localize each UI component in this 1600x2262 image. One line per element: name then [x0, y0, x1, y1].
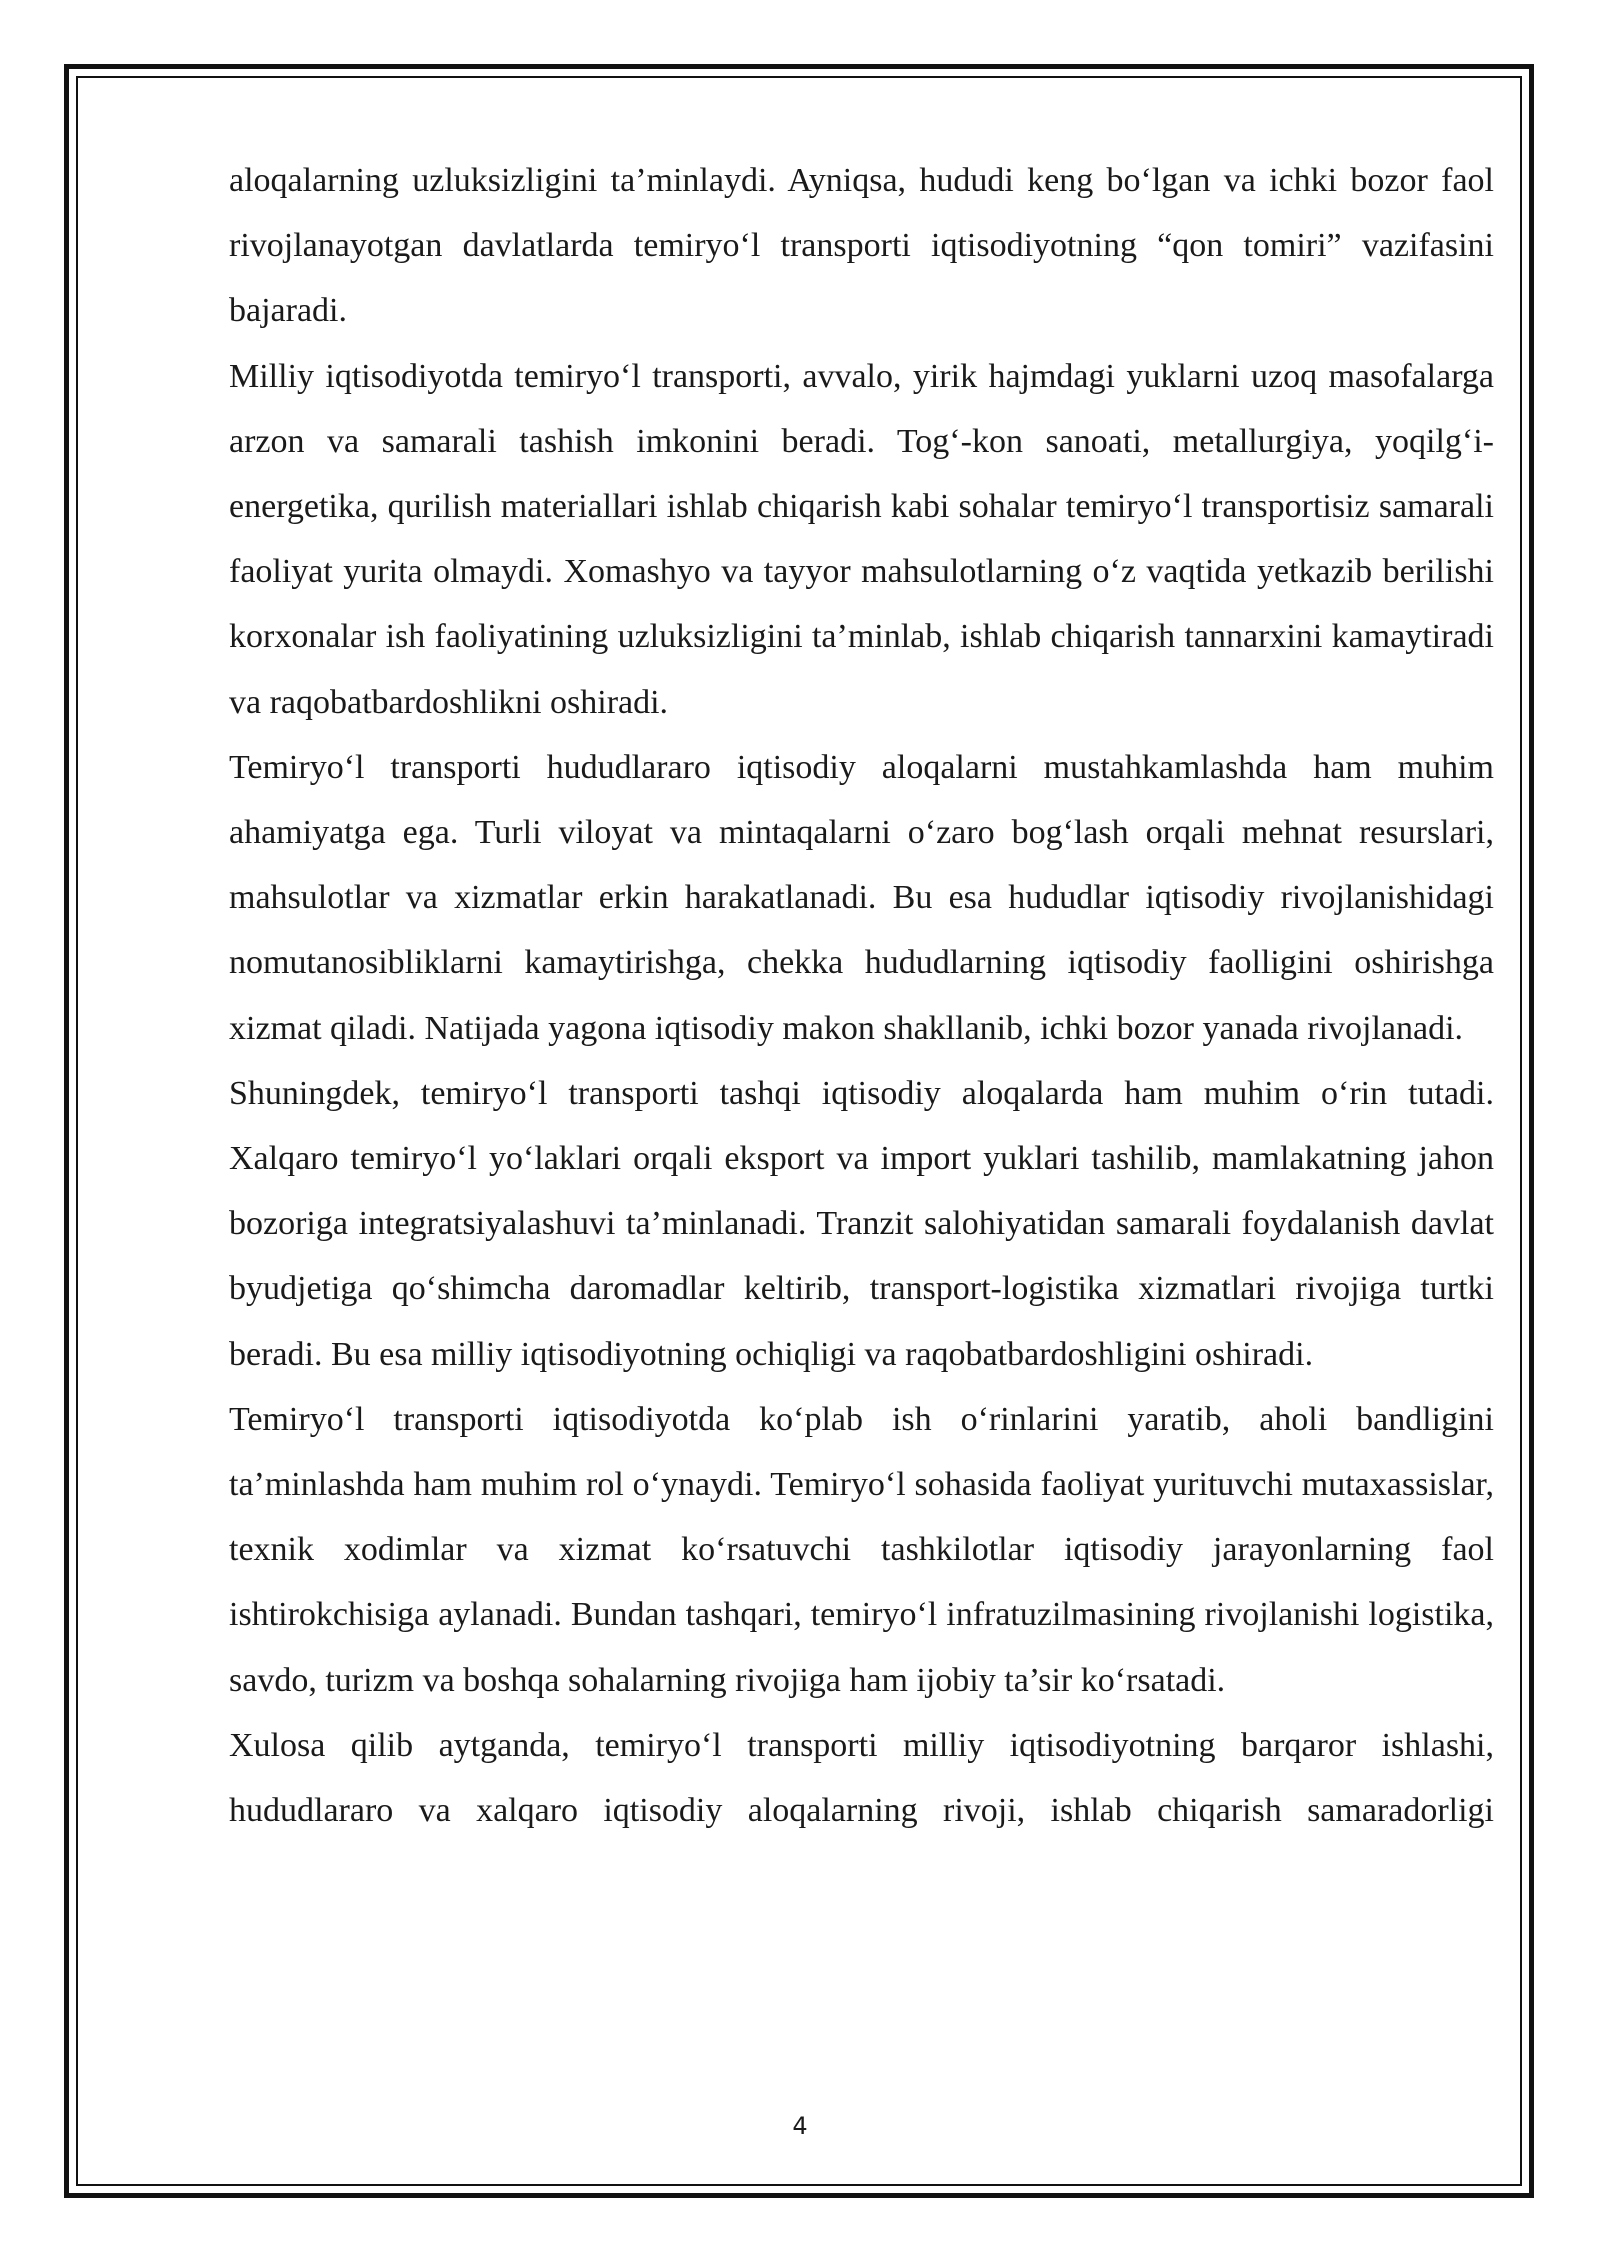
paragraph: Temiryo‘l transporti iqtisodiyotda ko‘plab ish o‘rinlarini yaratib, aholi bandligini ta’minlashda ham muhim rol o‘ynaydi. Temiryo‘l sohasida faoliyat yurituvchi mutaxassislar, texnik xodimlar va xizmat ko‘rsatuvchi tashkilotlar iqtisodiy jarayonlarning faol ishtirokchisiga aylanadi. Bundan tashqari, temiryo‘l infratuzilmasining rivojlanishi logistika, savdo, turizm va boshqa sohalarning rivojiga ham ijobiy ta’sir ko‘rsatadi.	[229, 1400, 1494, 1699]
paragraph: Milliy iqtisodiyotda temiryo‘l transporti, avvalo, yirik hajmdagi yuklarni uzoq masofalarga arzon va samarali tashish imkonini beradi. Tog‘-kon sanoati, metallurgiya, yoqilg‘i-energetika, qurilish materiallari ishlab chiqarish kabi sohalar temiryo‘l transportisiz samarali faoliyat yurita olmaydi. Xomashyo va tayyor mahsulotlarning o‘z vaqtida yetkazib berilishi korxonalar ish faoliyatining uzluksizligini ta’minlab, ishlab chiqarish tannarxini kamaytiradi va raqobatbardoshlikni oshiradi.	[229, 357, 1494, 721]
document-body	[229, 148, 1494, 1843]
paragraph: Shuningdek, temiryo‘l transporti tashqi iqtisodiy aloqalarda ham muhim o‘rin tutadi. Xalqaro temiryo‘l yo‘laklari orqali eksport va import yuklari tashilib, mamlakatning jahon bozoriga integratsiyalashuvi ta’minlanadi. Tranzit salohiyatidan samarali foydalanish davlat byudjetiga qo‘shimcha daromadlar keltirib, transport-logistika xizmatlari rivojiga turtki beradi. Bu esa milliy iqtisodiyotning ochiqligi va raqobatbardoshligini oshiradi.	[229, 1074, 1494, 1373]
paragraph: Temiryo‘l transporti hududlararo iqtisodiy aloqalarni mustahkamlashda ham muhim ahamiyatga ega. Turli viloyat va mintaqalarni o‘zaro bog‘lash orqali mehnat resurslari, mahsulotlar va xizmatlar erkin harakatlanadi. Bu esa hududlar iqtisodiy rivojlanishidagi nomutanosibliklarni kamaytirishga, chekka hududlarning iqtisodiy faolligini oshirishga xizmat qiladi. Natijada yagona iqtisodiy makon shakllanib, ichki bozor yanada rivojlanadi.	[229, 748, 1494, 1047]
paragraph: aloqalarning uzluksizligini ta’minlaydi. Ayniqsa, hududi keng bo‘lgan va ichki bozor faol rivojlanayotgan davlatlarda temiryo‘l transporti iqtisodiyotning “qon tomiri” vazifasini bajaradi.	[229, 162, 1494, 330]
paragraph: Xulosa qilib aytganda, temiryo‘l transporti milliy iqtisodiyotning barqaror ishlashi, hududlararo va xalqaro iqtisodiy aloqalarning rivoji, ishlab chiqarish samaradorligi	[229, 1726, 1494, 1830]
page-number: 4	[792, 2112, 808, 2140]
